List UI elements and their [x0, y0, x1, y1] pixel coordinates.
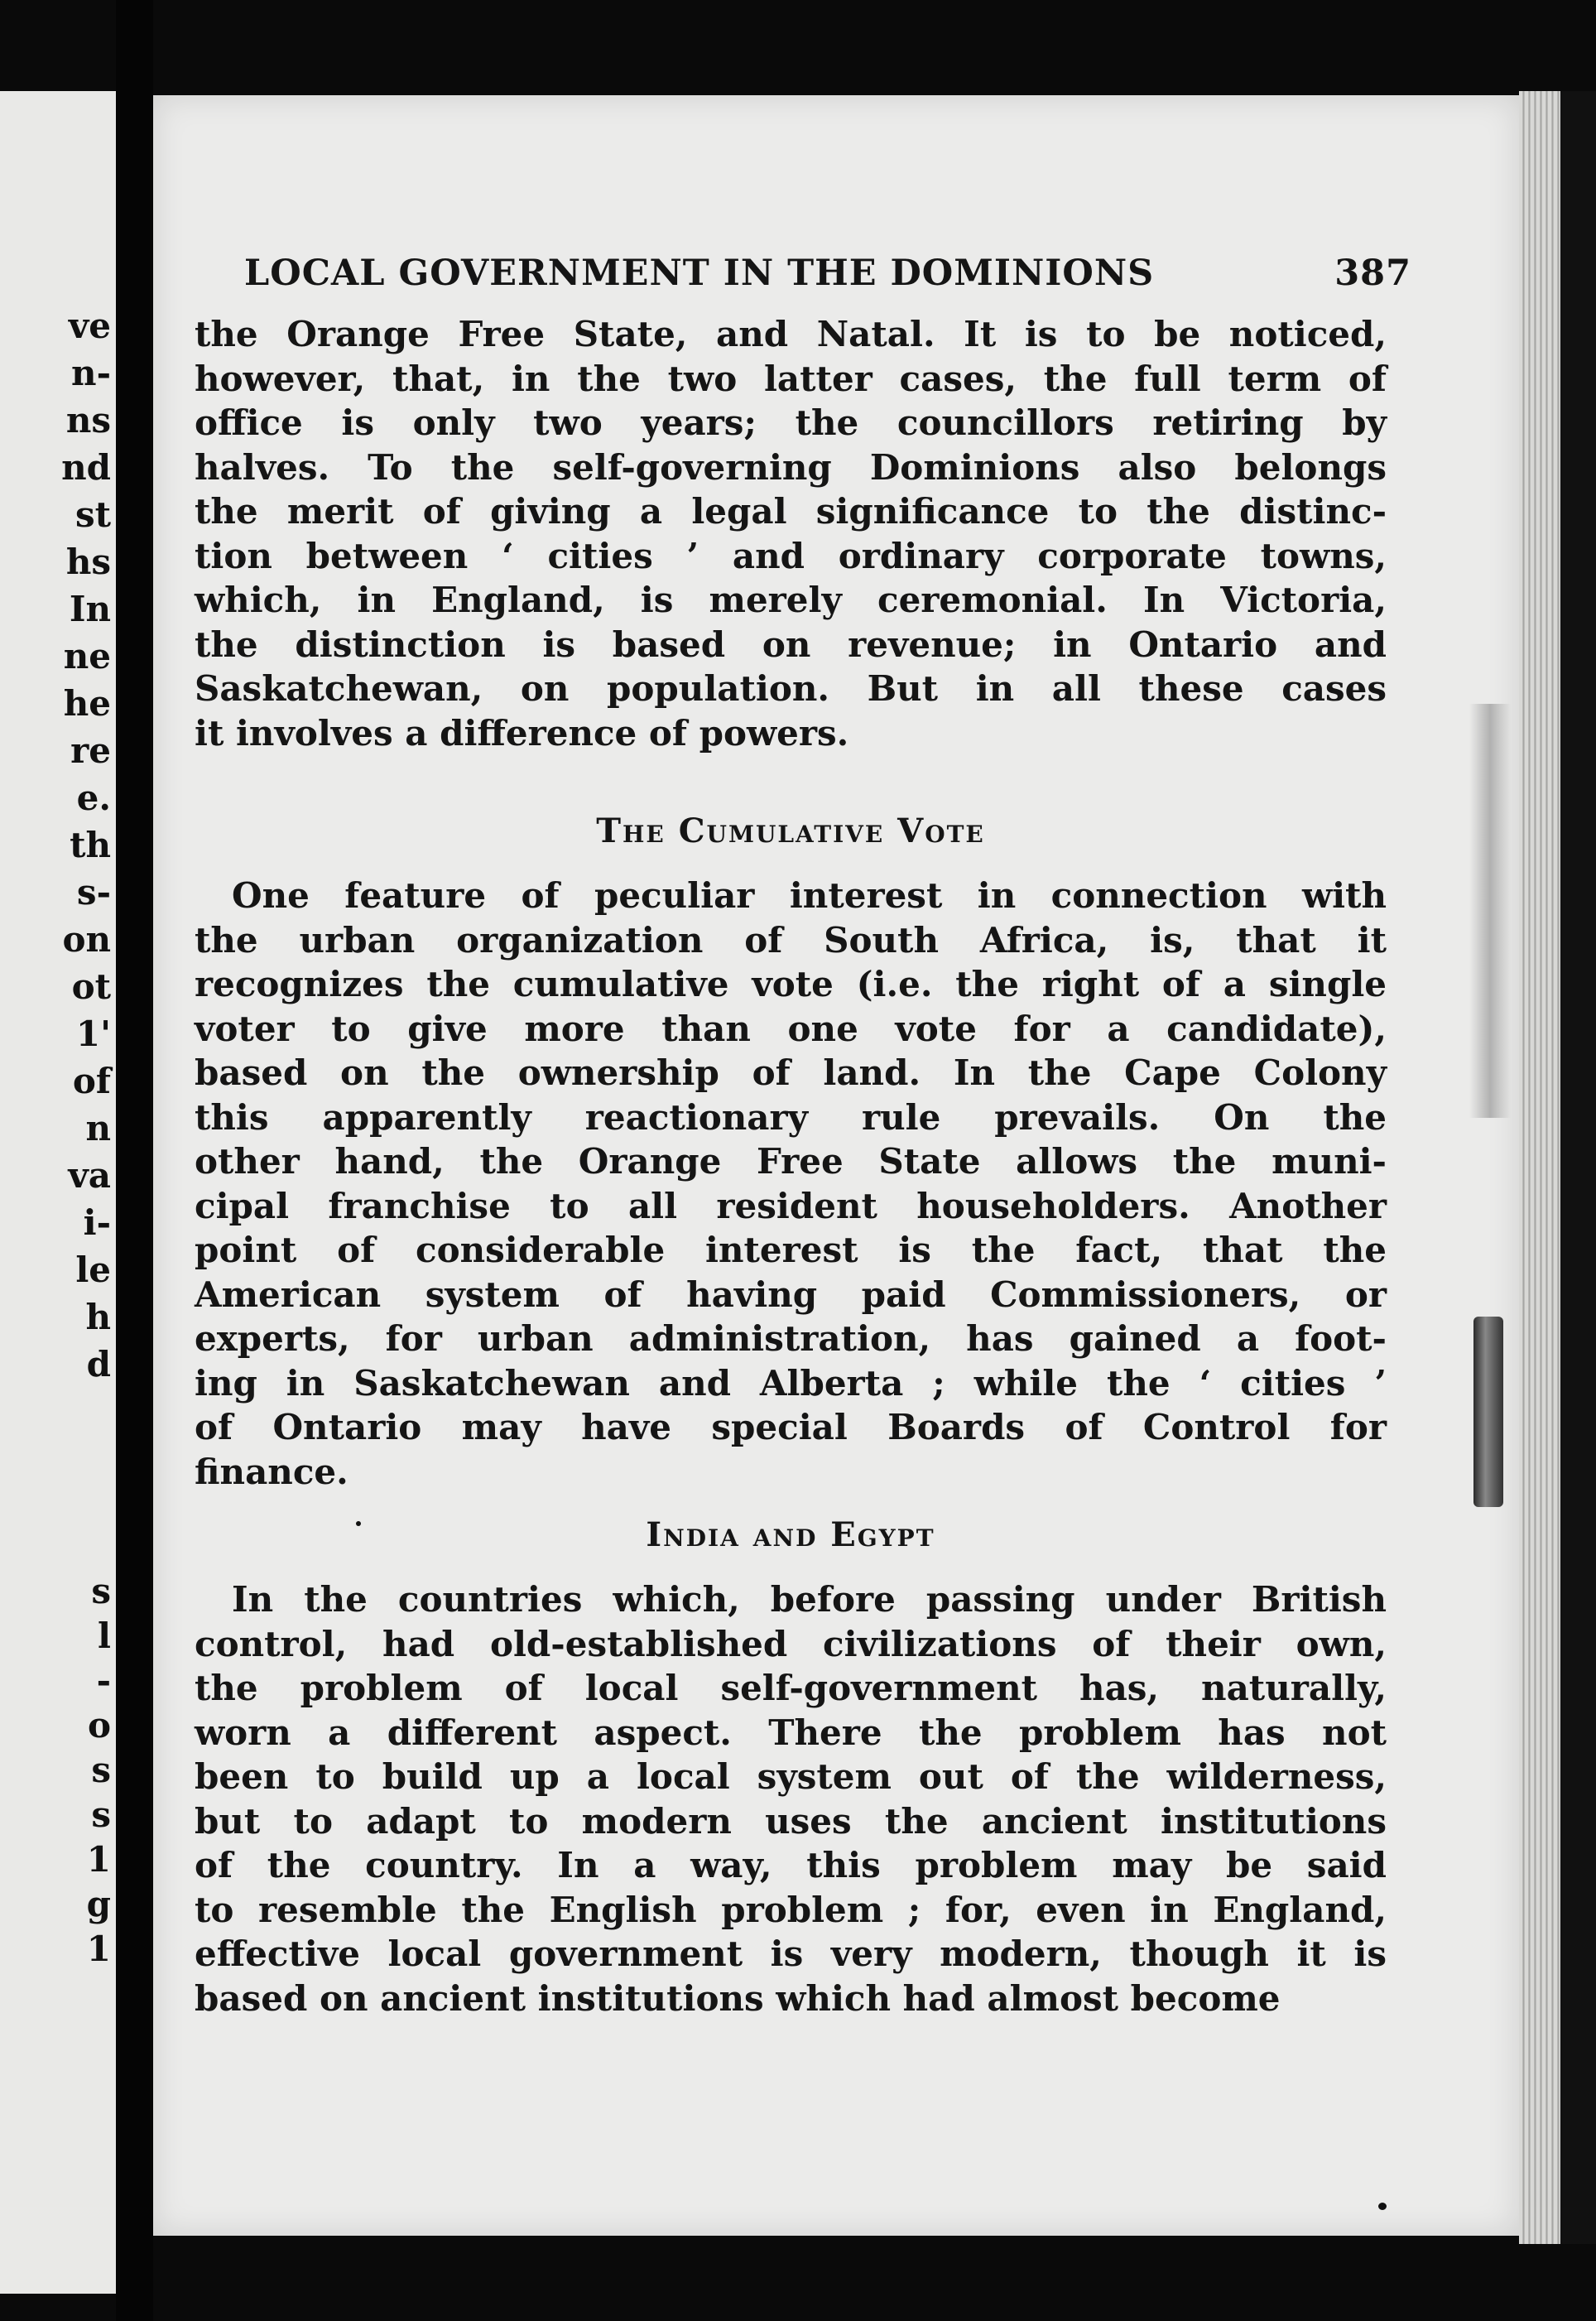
fragment-line: ns [65, 400, 111, 441]
fragment-line: he [63, 683, 111, 724]
text-line: the urban organization of South Africa, is, that it [195, 919, 1387, 961]
text-line: based on the ownership of land. In the Cape Colony [195, 1052, 1387, 1093]
previous-page-edge [0, 91, 116, 2294]
fragment-line: s [91, 1794, 111, 1835]
fragment-line: e. [76, 778, 111, 818]
text-line: of Ontario may have special Boards of Control for [195, 1407, 1387, 1447]
fragment-line: n [85, 1108, 111, 1148]
text-line: other hand, the Orange Free State allows the muni- [195, 1141, 1387, 1182]
fragment-line: le [75, 1250, 111, 1290]
page-stack-edge [1519, 91, 1560, 2244]
fragment-line: l [98, 1616, 111, 1656]
text-line: of the country. In a way, this problem may be said [195, 1845, 1387, 1885]
fragment-line: h [85, 1297, 111, 1337]
text-line: cipal franchise to all resident householders. Another [195, 1185, 1387, 1226]
text-line: voter to give more than one vote for a candidate), [195, 1008, 1387, 1049]
text-line: control, had old-established civilizations of their own, [195, 1623, 1387, 1664]
text-line: worn a different aspect. There the problem has not [195, 1712, 1387, 1753]
fragment-line: on [62, 919, 111, 960]
text-line: been to build up a local system out of the wilderness, [195, 1756, 1387, 1797]
fragment-line: ne [63, 636, 111, 677]
fragment-line: 1 [86, 1839, 111, 1880]
text-line: the distinction is based on revenue; in Ontario and [195, 624, 1387, 665]
text-line: Saskatchewan, on population. But in all these cases [195, 668, 1387, 709]
running-title: LOCAL GOVERNMENT IN THE DOMINIONS [244, 253, 1155, 294]
ink-speck [356, 1521, 361, 1526]
text-line: office is only two years; the councillors retiring by [195, 402, 1387, 443]
fragment-line: o [87, 1705, 111, 1746]
text-line: this apparently reactionary rule prevails. On the [195, 1096, 1387, 1138]
fragment-line: nd [61, 447, 111, 488]
text-line: the problem of local self-government has, naturally, [195, 1668, 1387, 1708]
fragment-line: i- [83, 1202, 111, 1243]
fragment-line: n- [71, 353, 111, 393]
fragment-line: 1 [86, 1929, 111, 1969]
text-line: In the countries which, before passing under British [232, 1579, 1387, 1620]
text-line: experts, for urban administration, has gained a foot- [195, 1318, 1387, 1359]
text-line: finance. [195, 1451, 349, 1492]
previous-page-text-fragments-lower [87, 1569, 111, 1972]
fragment-line: ot [71, 966, 111, 1007]
fragment-line: d [86, 1344, 111, 1384]
text-line: the Orange Free State, and Natal. It is to be noticed, [195, 314, 1387, 354]
text-line: to resemble the English problem ; for, even in England, [195, 1889, 1387, 1930]
ink-speck [1378, 2203, 1387, 2210]
text-line: recognizes the cumulative vote (i.e. the right of a single [195, 964, 1387, 1004]
text-line: based on ancient institutions which had almost become [195, 1977, 1281, 2019]
running-head [244, 253, 1411, 294]
fragment-line: ve [68, 306, 111, 346]
page-crease [1469, 704, 1511, 1118]
text-line: which, in England, is merely ceremonial. In Victoria, [195, 580, 1387, 620]
scan-border [1560, 91, 1596, 2244]
text-line: One feature of peculiar interest in connection with [232, 875, 1387, 916]
text-line: however, that, in the two latter cases, the full term of [195, 358, 1387, 399]
paragraph-cumulative-vote [195, 874, 1387, 1494]
fragment-line: - [96, 1660, 111, 1701]
book-gutter [116, 0, 153, 2321]
text-line: it involves a difference of powers. [195, 712, 849, 754]
binding-clip [1473, 1317, 1503, 1507]
paragraph-india-egypt [195, 1577, 1387, 2020]
fragment-line: s [91, 1750, 111, 1790]
fragment-line: In [69, 589, 111, 629]
text-line: ing in Saskatchewan and Alberta ; while the ‘ cities ’ [195, 1362, 1387, 1404]
fragment-line: g [86, 1884, 111, 1924]
paragraph-continued [195, 312, 1387, 755]
fragment-line: s [91, 1571, 111, 1611]
previous-page-text-fragments [61, 302, 111, 1388]
text-line: American system of having paid Commissioners, or [195, 1274, 1387, 1315]
page-number: 387 [1334, 253, 1411, 294]
fragment-line: s- [76, 872, 111, 913]
text-line: tion between ‘ cities ’ and ordinary corporate towns, [195, 535, 1387, 576]
text-line: but to adapt to modern uses the ancient institutions [195, 1800, 1387, 1842]
fragment-line: va [68, 1155, 111, 1196]
fragment-line: hs [65, 542, 111, 582]
fragment-line: st [75, 494, 111, 535]
text-line: point of considerable interest is the fact, that the [195, 1230, 1387, 1270]
book-page [153, 95, 1519, 2236]
fragment-line: th [70, 825, 111, 865]
text-line: the merit of giving a legal significance to the distinc- [195, 491, 1387, 532]
fragment-line: of [72, 1061, 111, 1101]
fragment-line: 1' [75, 1014, 111, 1054]
text-line: effective local government is very modern, though it is [195, 1933, 1387, 1974]
fragment-line: re [70, 730, 111, 771]
section-heading-india-egypt: India and Egypt [646, 1515, 935, 1554]
section-heading-cumulative-vote: The Cumulative Vote [596, 811, 985, 850]
text-line: halves. To the self-governing Dominions also belongs [195, 446, 1387, 488]
